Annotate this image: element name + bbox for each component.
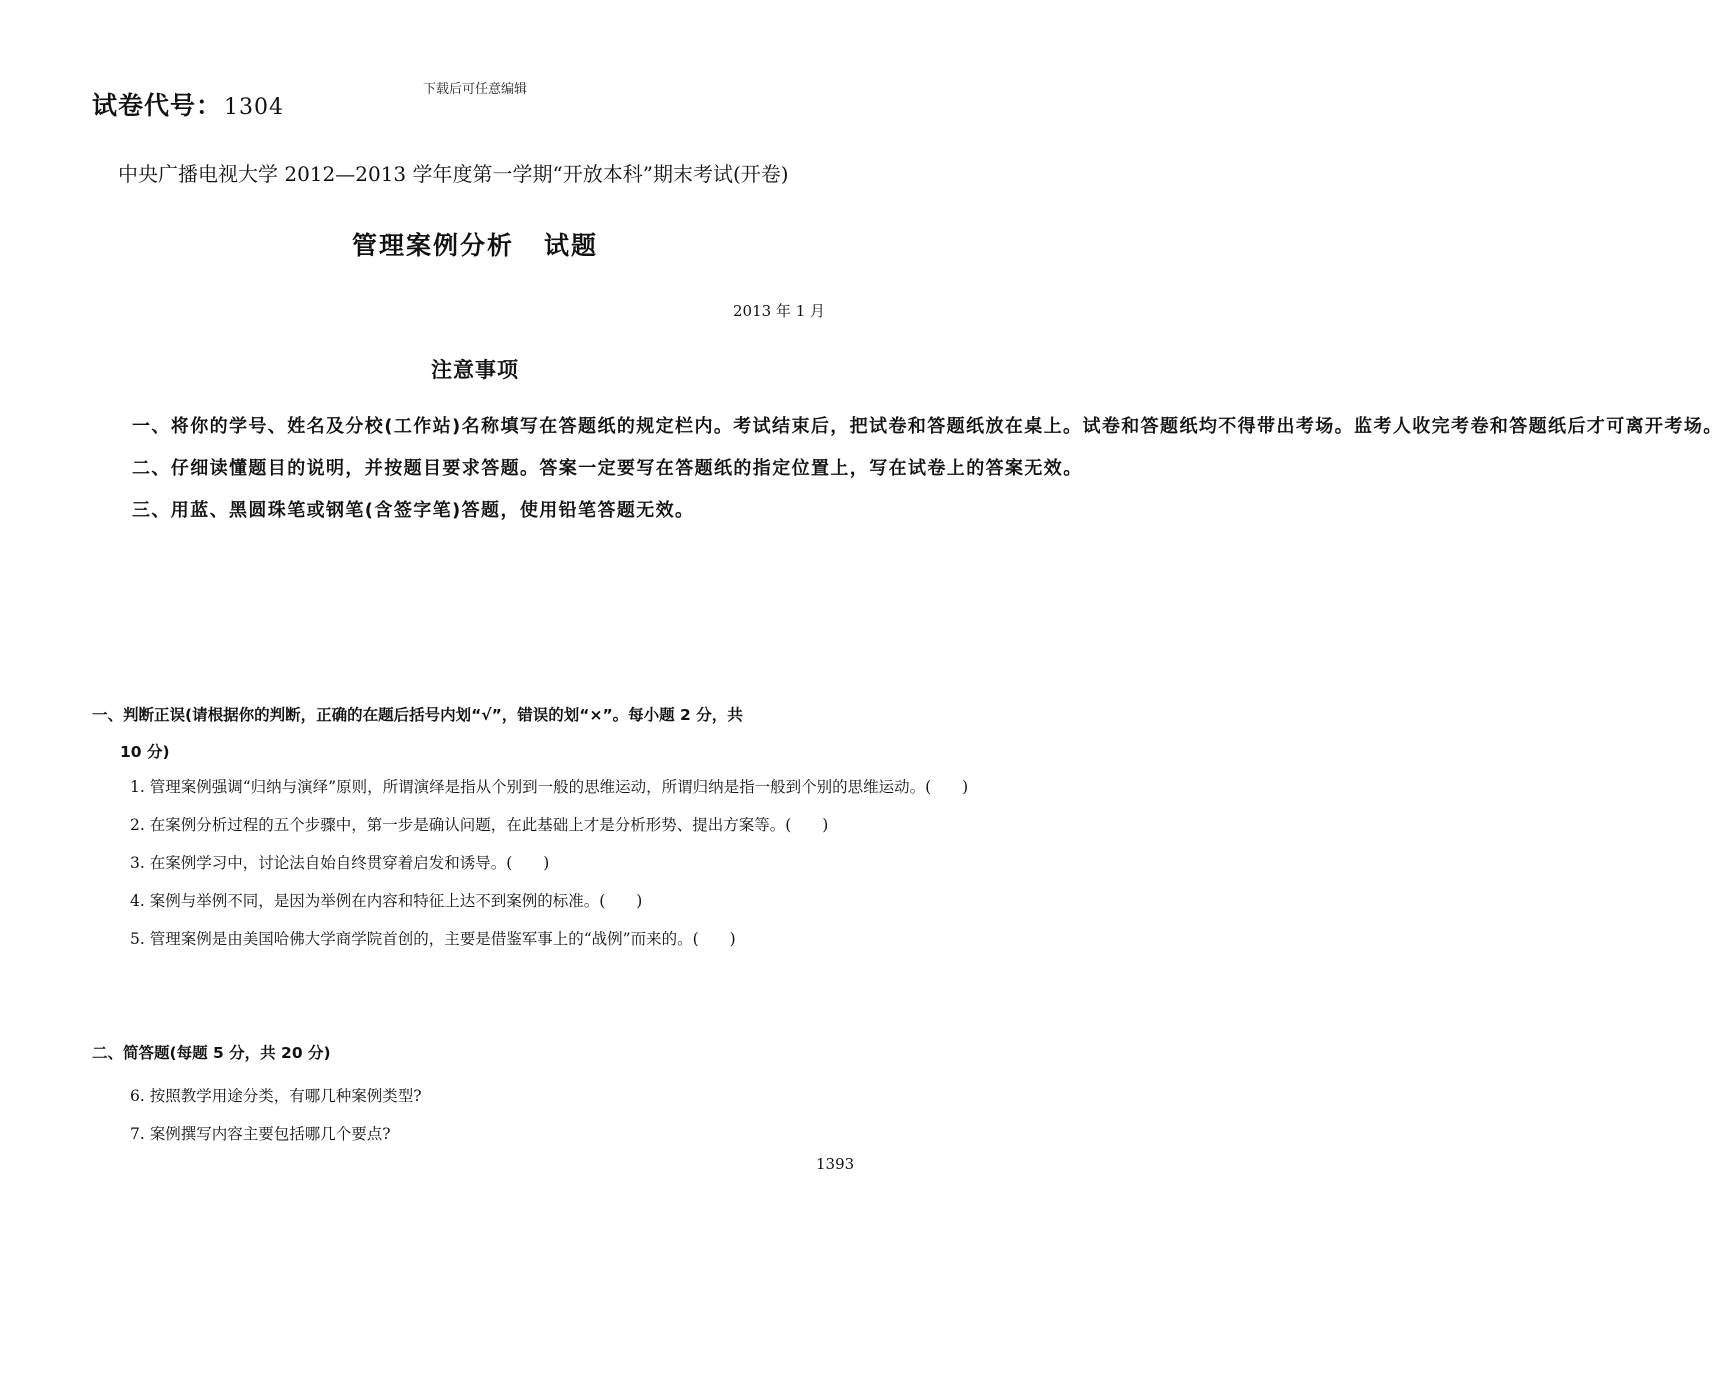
note-item: 二、仔细读懂题目的说明，并按题目要求答题。答案一定要写在答题纸的指定位置上，写在试卷上的答案无效。 — [132, 458, 1083, 479]
exam-code-label: 试卷代号： — [92, 91, 223, 120]
exam-date: 2013 年 1 月 — [733, 302, 826, 320]
watermark-text: 下载后可任意编辑 — [422, 82, 527, 97]
question-item: 7. 案例撰写内容主要包括哪几个要点? — [130, 1125, 391, 1143]
notes-heading: 注意事项 — [431, 358, 519, 382]
subject-title — [0, 226, 950, 262]
question-item: 6. 按照教学用途分类，有哪几种案例类型? — [130, 1087, 422, 1105]
subject-name: 管理案例分析 — [351, 231, 514, 260]
note-item: 三、用蓝、黑圆珠笔或钢笔(含签字笔)答题，使用铅笔答题无效。 — [132, 500, 695, 521]
question-item: 3. 在案例学习中，讨论法自始自终贯穿着启发和诱导。( ) — [130, 854, 550, 872]
section1-heading — [92, 697, 872, 771]
section1-heading-line1: 一、判断正误(请根据你的判断，正确的在题后括号内划“√”，错误的划“×”。每小题 2 分，共 — [92, 706, 743, 724]
notes-list — [92, 406, 1723, 532]
section2-heading: 二、简答题(每题 5 分，共 20 分) — [92, 1044, 331, 1062]
question-item: 2. 在案例分析过程的五个步骤中，第一步是确认问题，在此基础上才是分析形势、提出方案等。( ) — [130, 816, 829, 834]
exam-code — [92, 86, 284, 122]
section2-questions — [92, 1077, 872, 1153]
question-item: 4. 案例与举例不同，是因为举例在内容和特征上达不到案例的标准。( ) — [130, 892, 643, 910]
subject-suffix: 试题 — [544, 231, 599, 260]
exam-title: 中央广播电视大学 2012—2013 学年度第一学期“开放本科”期末考试(开卷) — [118, 162, 789, 186]
question-item: 5. 管理案例是由美国哈佛大学商学院首创的，主要是借鉴军事上的“战例”而来的。( ) — [130, 930, 736, 948]
exam-code-value: 1304 — [224, 95, 285, 120]
question-item: 1. 管理案例强调“归纳与演绎”原则，所谓演绎是指从个别到一般的思维运动，所谓归纳是指一般到个别的思维运动。( ) — [130, 778, 969, 796]
note-item: 一、将你的学号、姓名及分校(工作站)名称填写在答题纸的规定栏内。考试结束后，把试卷和答题纸放在桌上。试卷和答题纸均不得带出考场。监考人收完考卷和答题纸后才可离开考场。 — [132, 416, 1723, 437]
section1-questions — [92, 768, 969, 958]
section1-heading-line2: 10 分) — [120, 743, 170, 761]
page-number: 1393 — [816, 1155, 855, 1173]
